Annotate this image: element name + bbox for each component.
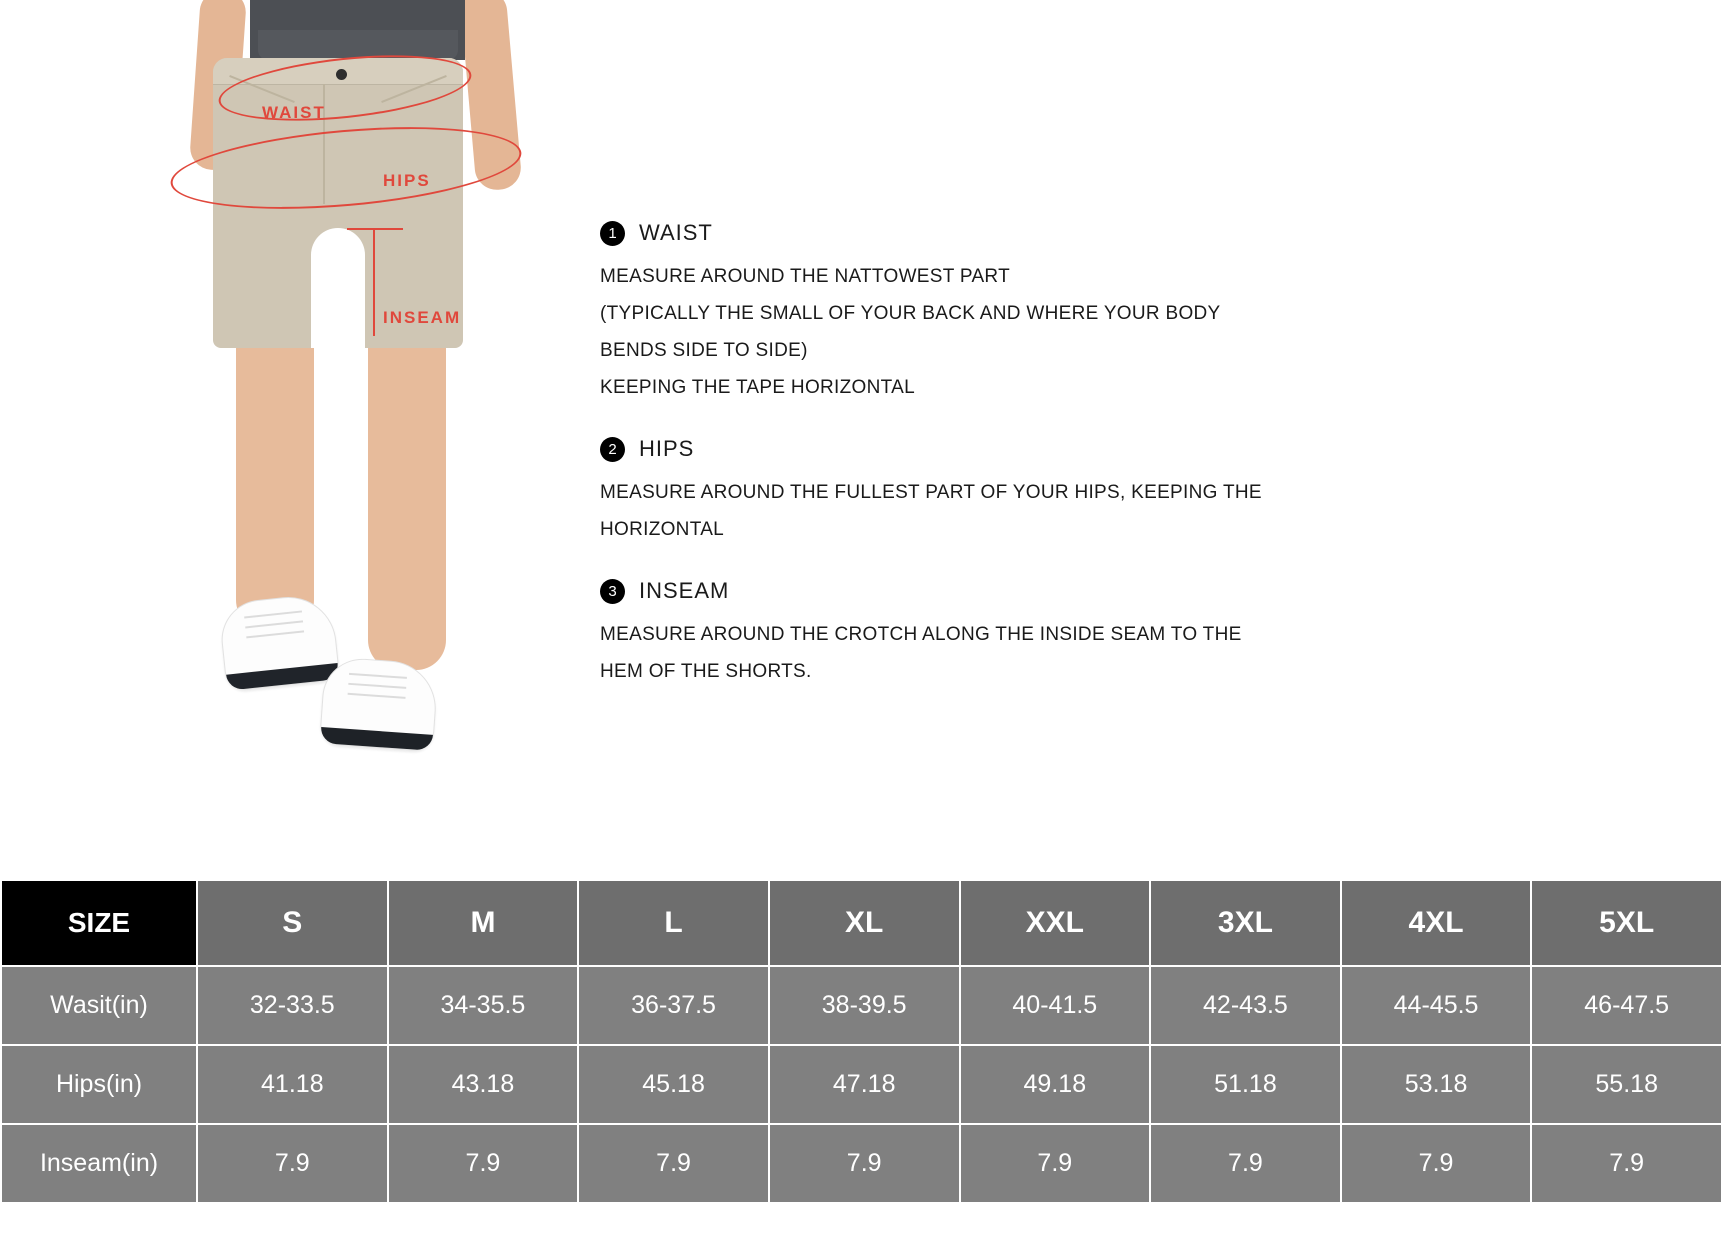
model-left-shoe	[218, 592, 341, 691]
cell-waist-m: 34-35.5	[388, 966, 579, 1045]
cell-hips-xl: 47.18	[769, 1045, 960, 1124]
cell-inseam-xl: 7.9	[769, 1124, 960, 1203]
size-chart-table	[0, 879, 1723, 1204]
shoe-sole	[320, 727, 433, 751]
cell-waist-3xl: 42-43.5	[1150, 966, 1341, 1045]
step-number-badge: 3	[600, 579, 625, 604]
model-right-leg	[368, 330, 446, 670]
cell-hips-l: 45.18	[578, 1045, 769, 1124]
shoe-laces	[244, 610, 302, 618]
step-line: HEM OF THE SHORTS.	[600, 661, 812, 683]
cell-inseam-xxl: 7.9	[960, 1124, 1151, 1203]
hips-measure-label: HIPS	[383, 171, 431, 190]
shoe-laces	[349, 673, 407, 679]
cell-hips-3xl: 51.18	[1150, 1045, 1341, 1124]
table-row-waist	[1, 966, 1722, 1045]
cell-inseam-s: 7.9	[197, 1124, 388, 1203]
table-header-s: S	[197, 880, 388, 966]
step-header	[600, 220, 1660, 246]
step-body	[600, 258, 1660, 406]
table-header-l: L	[578, 880, 769, 966]
row-label-inseam: Inseam(in)	[1, 1124, 197, 1203]
table-corner-size-label: SIZE	[1, 880, 197, 966]
step-number-badge: 2	[600, 437, 625, 462]
cell-waist-5xl: 46-47.5	[1531, 966, 1722, 1045]
model-torso	[250, 0, 465, 60]
cell-hips-m: 43.18	[388, 1045, 579, 1124]
step-line: HORIZONTAL	[600, 519, 725, 541]
step-header	[600, 436, 1660, 462]
cell-waist-xxl: 40-41.5	[960, 966, 1151, 1045]
table-header-4xl: 4XL	[1341, 880, 1532, 966]
step-body	[600, 474, 1660, 548]
cell-waist-s: 32-33.5	[197, 966, 388, 1045]
step-header	[600, 578, 1660, 604]
cell-inseam-3xl: 7.9	[1150, 1124, 1341, 1203]
inseam-measure-line	[373, 228, 375, 336]
model-left-leg	[236, 330, 314, 630]
inseam-measure-label: INSEAM	[383, 308, 462, 327]
cell-hips-4xl: 53.18	[1341, 1045, 1532, 1124]
inseam-measure-tick	[347, 228, 403, 230]
cell-waist-4xl: 44-45.5	[1341, 966, 1532, 1045]
step-title: INSEAM	[639, 578, 730, 604]
table-header-m: M	[388, 880, 579, 966]
cell-hips-s: 41.18	[197, 1045, 388, 1124]
table-header-3xl: 3XL	[1150, 880, 1341, 966]
step-line: MEASURE AROUND THE FULLEST PART OF YOUR HIPS, KEEPING THE	[600, 482, 1262, 504]
cell-inseam-l: 7.9	[578, 1124, 769, 1203]
cell-inseam-5xl: 7.9	[1531, 1124, 1722, 1203]
step-title: HIPS	[639, 436, 695, 462]
cell-hips-5xl: 55.18	[1531, 1045, 1722, 1124]
measurement-instructions	[600, 220, 1660, 720]
table-row-hips	[1, 1045, 1722, 1124]
step-title: WAIST	[639, 220, 713, 245]
cell-inseam-4xl: 7.9	[1341, 1124, 1532, 1203]
instruction-step-waist	[600, 220, 1660, 406]
cell-inseam-m: 7.9	[388, 1124, 579, 1203]
table-header-row	[1, 880, 1722, 966]
step-line: (TYPICALLY THE SMALL OF YOUR BACK AND WHERE YOUR BODY	[600, 303, 1221, 325]
waist-measure-label: WAIST	[262, 103, 326, 122]
row-label-waist: Wasit(in)	[1, 966, 197, 1045]
instruction-step-hips	[600, 436, 1660, 548]
step-line: MEASURE AROUND THE NATTOWEST PART	[600, 266, 1011, 287]
table-header-xl: XL	[769, 880, 960, 966]
cell-waist-xl: 38-39.5	[769, 966, 960, 1045]
product-illustration	[0, 0, 640, 880]
step-line: MEASURE AROUND THE CROTCH ALONG THE INSIDE SEAM TO THE	[600, 624, 1242, 646]
row-label-hips: Hips(in)	[1, 1045, 197, 1124]
table-header-xxl: XXL	[960, 880, 1151, 966]
step-number-badge: 1	[600, 221, 625, 246]
table-header-5xl: 5XL	[1531, 880, 1722, 966]
shoe-sole	[226, 663, 339, 691]
step-line: BENDS SIDE TO SIDE)	[600, 340, 808, 362]
step-body	[600, 616, 1660, 690]
instruction-step-inseam	[600, 578, 1660, 690]
cell-waist-l: 36-37.5	[578, 966, 769, 1045]
shorts-crotch-gap	[311, 228, 365, 348]
model-right-shoe	[319, 656, 439, 752]
table-row-inseam	[1, 1124, 1722, 1203]
step-line: KEEPING THE TAPE HORIZONTAL	[600, 377, 915, 399]
cell-hips-xxl: 49.18	[960, 1045, 1151, 1124]
